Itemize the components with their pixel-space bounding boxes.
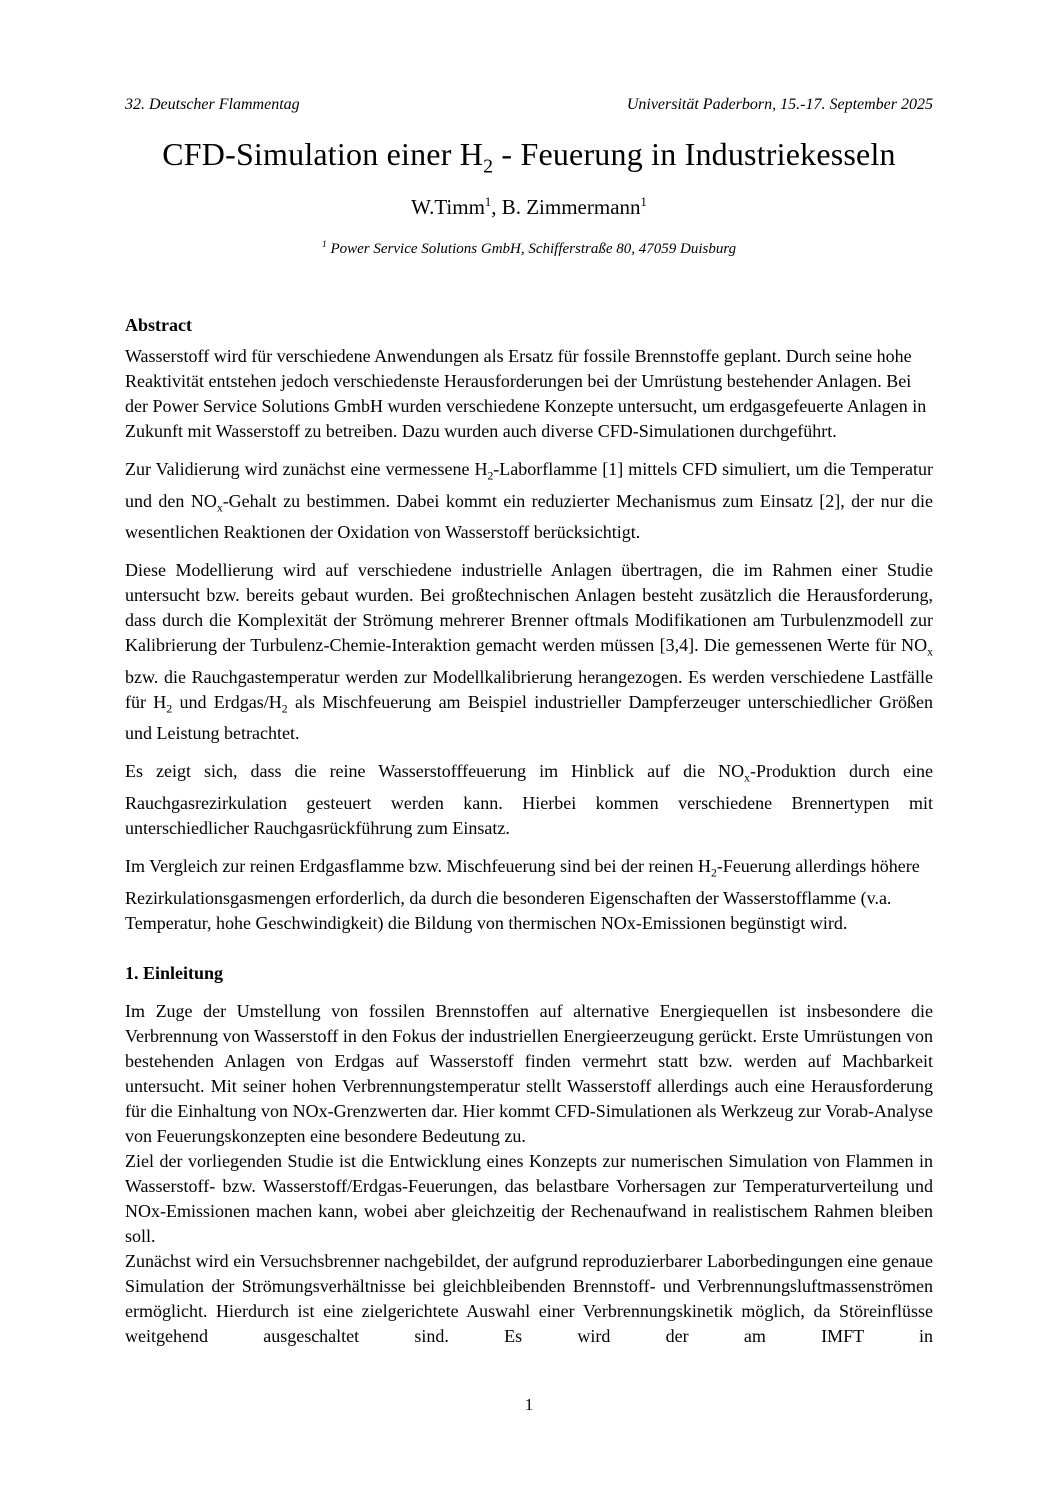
- abstract-paragraph: Es zeigt sich, dass die reine Wasserstofffeuerung im Hinblick auf die $NO_x$-Produktion durch eine Rauchgasrezirkulation gesteuert werden kann. Hierbei kommen verschiedene Brennertypen mit unterschiedlicher Rauchgasrückführung zum Einsatz.: [125, 761, 934, 838]
- running-header: [125, 95, 933, 116]
- introduction-paragraph: Ziel der vorliegenden Studie ist die Entwicklung eines Konzepts zur numerischen Simulation von Flammen in Wasserstoff- bzw. Wasserstoff/Erdgas-Feuerungen, das belastbare Vorhersagen zur Temperaturverteilung und NOx-Emissionen machen kann, wobei aber gleichzeitig der Rechenaufwand in realistischem Rahmen bleiben soll.: [125, 1150, 933, 1246]
- abstract-heading: Abstract: [125, 314, 192, 335]
- introduction-paragraph: Im Zuge der Umstellung von fossilen Brennstoffen auf alternative Energiequellen ist insbesondere die Verbrennung von Wasserstoff in den Fokus der industriellen Energieerzeugung gerückt. Erste Umrüstungen von bestehenden Anlagen von Erdgas auf Wasserstoff finden vermehrt statt bzw. werden auf Machbarkeit untersucht. Mit seiner hohen Verbrennungstemperatur stellt Wasserstoff allerdings auch eine Herausforderung für die Einhaltung von NOx-Grenzwerten dar. Hier kommt CFD-Simulationen als Werkzeug zur Vorab-Analyse von Feuerungskonzepten eine besondere Bedeutung zu.: [125, 1000, 933, 1146]
- introduction-heading: 1. Einleitung: [125, 962, 224, 983]
- introduction-paragraph: Zunächst wird ein Versuchsbrenner nachgebildet, der aufgrund reproduzierbarer Laborbedingungen eine genaue Simulation der Strömungsverhältnisse bei gleichbleibenden Brennstoff- und Verbrennungsluftmassenströmen ermöglicht. Hierdurch ist eine zielgerichtete Auswahl einer Verbrennungskinetik möglich, da Störeinflüsse weitgehend ausgeschaltet sind. Es wird der am IMFT in: [125, 1250, 933, 1346]
- abstract-paragraph: Zur Validierung wird zunächst eine vermessene $H_2$-Laborflamme [1] mittels CFD simuliert, um die Temperatur und den $NO_x$-Gehalt zu bestimmen. Dabei kommt ein reduzierter Mechanismus zum Einsatz [2], der nur die wesentlichen Reaktionen der Oxidation von Wasserstoff berücksichtigt.: [125, 458, 933, 543]
- page-number: 1: [524, 1395, 534, 1414]
- abstract-paragraph: Im Vergleich zur reinen Erdgasflamme bzw. Mischfeuerung sind bei der reinen $H_2$-Feuerung allerdings höhere Rezirkulationsgasmengen erforderlich, da durch die besonderen Eigenschaften der Wasserstofflamme (v.a. Temperatur, hohe Geschwindigkeit) die Bildung von thermischen NOx-Emissionen begünstigt wird.: [125, 855, 920, 933]
- abstract-section: [125, 315, 933, 936]
- abstract-paragraph: Wasserstoff wird für verschiedene Anwendungen als Ersatz für fossile Brennstoffe geplant. Durch seine hohe Reaktivität entstehen jedoch verschiedenste Herausforderungen bei der Umrüstung bestehender Anlagen. Bei der Power Service Solutions GmbH wurden verschiedene Konzepte untersucht, um erdgasgefeuerte Anlagen in Zukunft mit Wasserstoff zu betreiben. Dazu wurden auch diverse CFD-Simulationen durchgeführt.: [125, 345, 927, 441]
- authors-line: W.Timm$^1$, B. Zimmermann$^1$: [411, 194, 647, 219]
- paper-title: CFD-Simulation einer $H_2$ - Feuerung in Industriekesseln: [162, 135, 896, 178]
- running-header-left: 32. Deutscher Flammentag: [125, 96, 300, 113]
- abstract-paragraph: Diese Modellierung wird auf verschiedene industrielle Anlagen übertragen, die im Rahmen einer Studie untersucht bzw. bereits gebaut wurden. Bei großtechnischen Anlagen besteht zusätzlich die Herausforderung, dass durch die Komplexität der Strömung mehrerer Brenner oftmals Modifikationen am Turbulenzmodell zur Kalibrierung der Turbulenz-Chemie-Interaktion gemacht werden müssen [3,4]. Die gemessenen Werte für $NO_x$ bzw. die Rauchgastemperatur werden zur Modellkalibrierung herangezogen. Es werden verschiedene Lastfälle für $H_2$ und Erdgas/$H_2$ als Mischfeuerung am Beispiel industrieller Dampferzeuger unterschiedlicher Größen und Leistung betrachtet.: [125, 560, 933, 744]
- affiliation-line: $^1$ Power Service Solutions GmbH, Schifferstraße 80, 47059 Duisburg: [321, 238, 737, 257]
- running-header-right: Universität Paderborn, 15.-17. September 2025: [626, 96, 933, 113]
- introduction-section: [125, 963, 933, 1349]
